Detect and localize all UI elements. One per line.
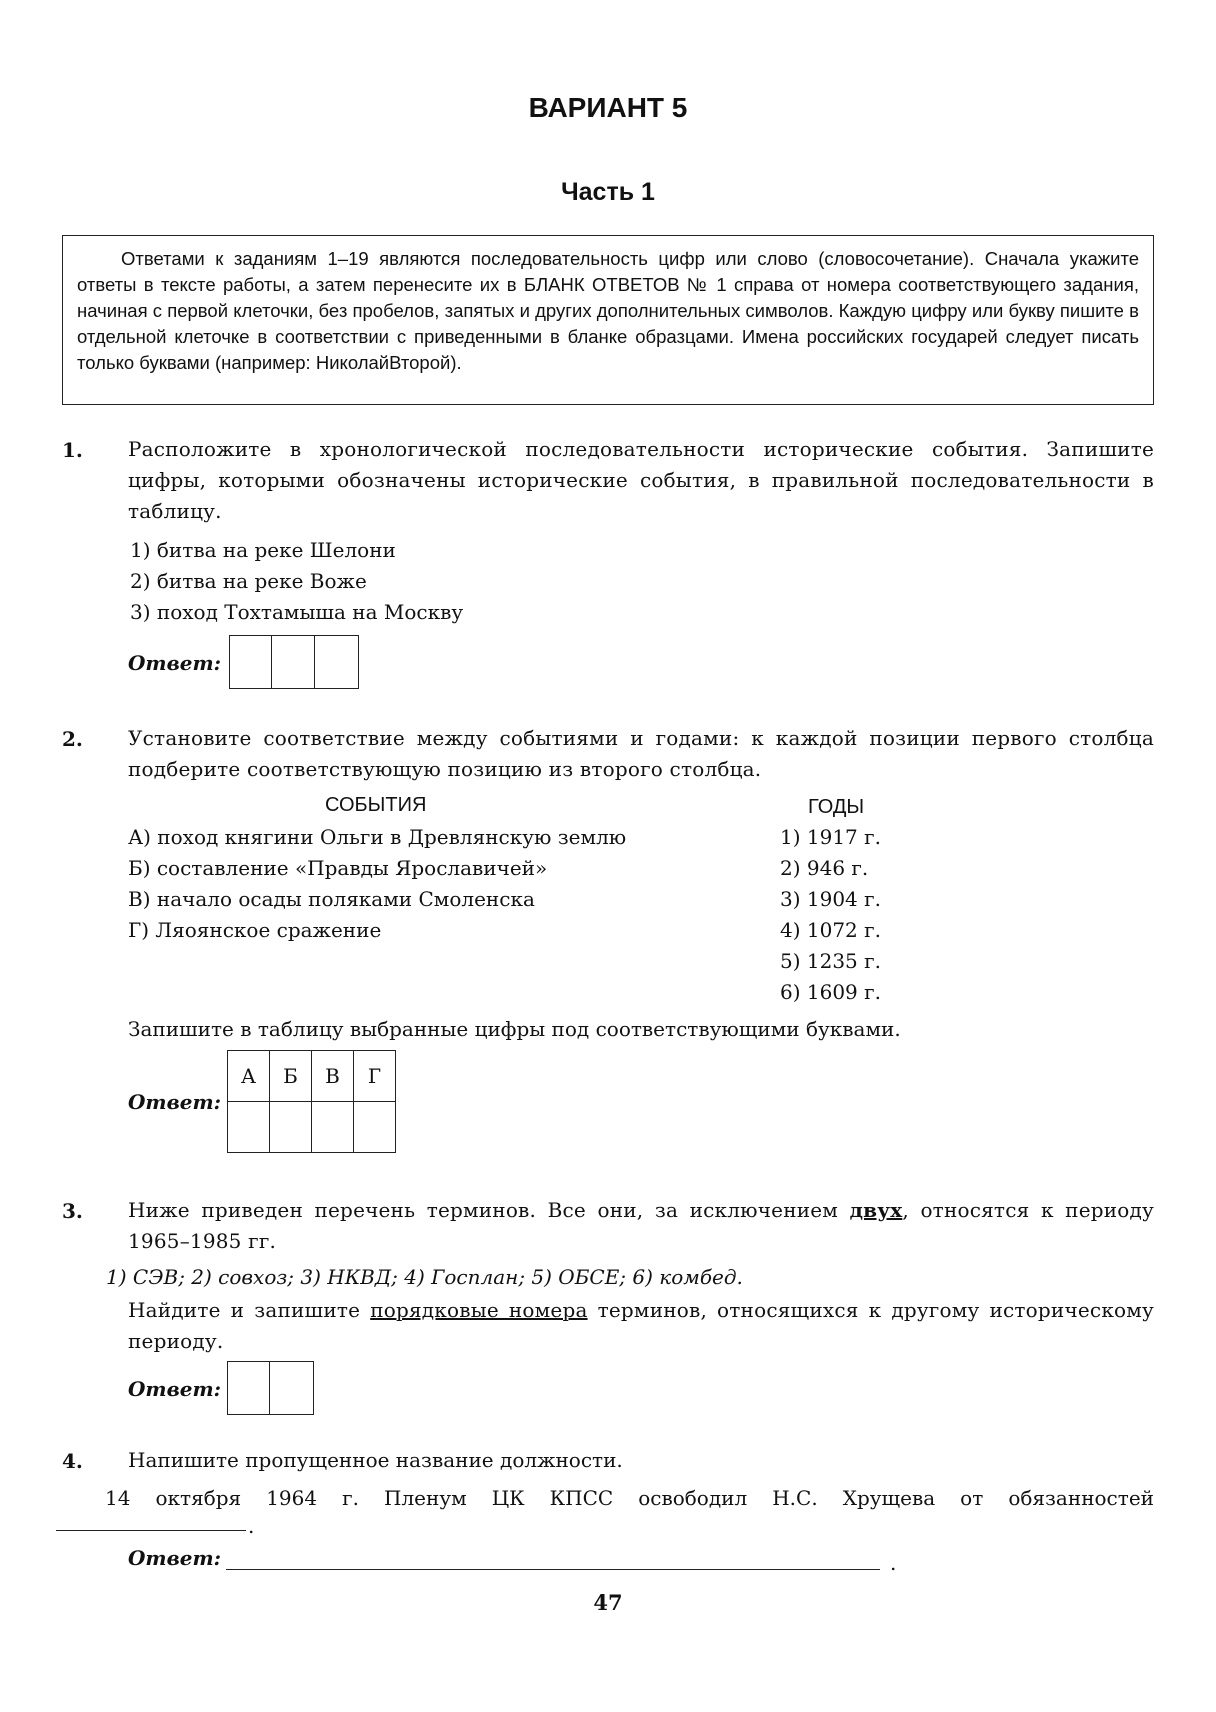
question-1-text: Расположите в хронологической последовательности исторические события. Запишите цифры, которыми обозначены исторические события, в правильной последовательности в таблицу. [128,437,1154,523]
question-3-number: 3. [62,1199,83,1223]
question-1-item: 2) битва на реке Воже [130,569,367,593]
question-3-find-text [128,1295,1154,1357]
answer-letter-header: Б [270,1051,312,1102]
question-3-text [128,1195,1154,1257]
answer-cell[interactable] [312,1102,354,1153]
question-4-blank[interactable] [56,1530,246,1531]
years-column-header: ГОДЫ [808,796,865,818]
answer-cell[interactable] [228,1102,270,1153]
year-item: 5) 1235 г. [780,949,881,973]
question-2-number: 2. [62,727,83,751]
event-item: Б) составление «Правды Ярославичей» [128,856,548,880]
question-4-sentence: 14 октября 1964 г. Пленум ЦК КПСС освободил Н.С. Хрущева от обязанностей [105,1486,1154,1510]
answer-cell[interactable] [228,1362,270,1414]
answer-letter-header: А [228,1051,270,1102]
event-item: В) начало осады поляками Смоленска [128,887,535,911]
event-item: А) поход княгини Ольги в Древлянскую землю [128,825,627,849]
question-4-answer-line[interactable] [226,1569,880,1570]
instructions-box [62,235,1154,405]
year-item: 2) 946 г. [780,856,869,880]
answer-letter-header: Г [354,1051,396,1102]
question-1-answer-label: Ответ: [128,651,221,675]
events-column-header: СОБЫТИЯ [325,794,427,816]
year-item: 4) 1072 г. [780,918,881,942]
question-3-answer-cells[interactable] [227,1361,314,1415]
question-2-answer-table [227,1050,396,1153]
answer-cell[interactable] [270,1362,313,1414]
question-4-answer-label: Ответ: [128,1546,221,1570]
variant-title: ВАРИАНТ 5 [528,92,688,123]
year-item: 1) 1917 г. [780,825,881,849]
question-4-text: Напишите пропущенное название должности. [128,1448,623,1472]
question-3-terms: 1) СЭВ; 2) совхоз; 3) НКВД; 4) Госплан; 5) ОБСЕ; 6) комбед. [106,1265,743,1289]
answer-cell[interactable] [354,1102,396,1153]
question-3-emphasis: порядковые номера [370,1298,588,1322]
question-1-answer-cells[interactable] [229,635,359,689]
instructions-text: Ответами к заданиям 1–19 являются последовательность цифр или слово (словосочетание). Сначала укажите ответы в тексте работы, а затем перенесите их в БЛАНК ОТВЕТОВ № 1 справа от номера соответствующего задания, начиная с первой клеточки, без пробелов, запятых и других дополнительных символов. Каждую цифру или букву пишите в отдельной клеточке в соответствии с приведенными в бланке образцами. Имена российских государей следует писать только буквами (например: НиколайВторой). [77,248,1139,373]
part-title: Часть 1 [561,178,655,206]
question-2-instruction: Запишите в таблицу выбранные цифры под соответствующими буквами. [128,1017,901,1041]
answer-letter-header: В [312,1051,354,1102]
question-3-text-part: Ниже приведен перечень терминов. Все они, за исключением [128,1198,850,1222]
answer-cell[interactable] [272,636,314,688]
answer-cell[interactable] [315,636,358,688]
question-3-emphasis: двух [849,1198,903,1222]
question-3-text-part: , относятся к периоду 1965–1985 гг. [128,1198,1154,1253]
question-2-text: Установите соответствие между событиями и годами: к каждой позиции первого столбца подберите соответствующую позицию из второго столбца. [128,726,1154,781]
page-number: 47 [593,1590,623,1615]
question-2-answer-label: Ответ: [128,1090,221,1114]
question-3-text-part: терминов, относящихся к другому историческому периоду. [128,1298,1154,1353]
year-item: 6) 1609 г. [780,980,881,1004]
question-3-answer-label: Ответ: [128,1377,221,1401]
question-1-item: 3) поход Тохтамыша на Москву [130,600,464,624]
answer-cell[interactable] [270,1102,312,1153]
question-1-item: 1) битва на реке Шелони [130,538,396,562]
question-4-number: 4. [62,1449,83,1473]
question-1-number: 1. [62,438,83,462]
question-3-text-part: Найдите и запишите [128,1298,371,1322]
question-4-answer-end: . [890,1551,897,1575]
question-4-blank-end: . [248,1514,255,1538]
event-item: Г) Ляоянское сражение [128,918,382,942]
answer-cell[interactable] [230,636,272,688]
year-item: 3) 1904 г. [780,887,881,911]
